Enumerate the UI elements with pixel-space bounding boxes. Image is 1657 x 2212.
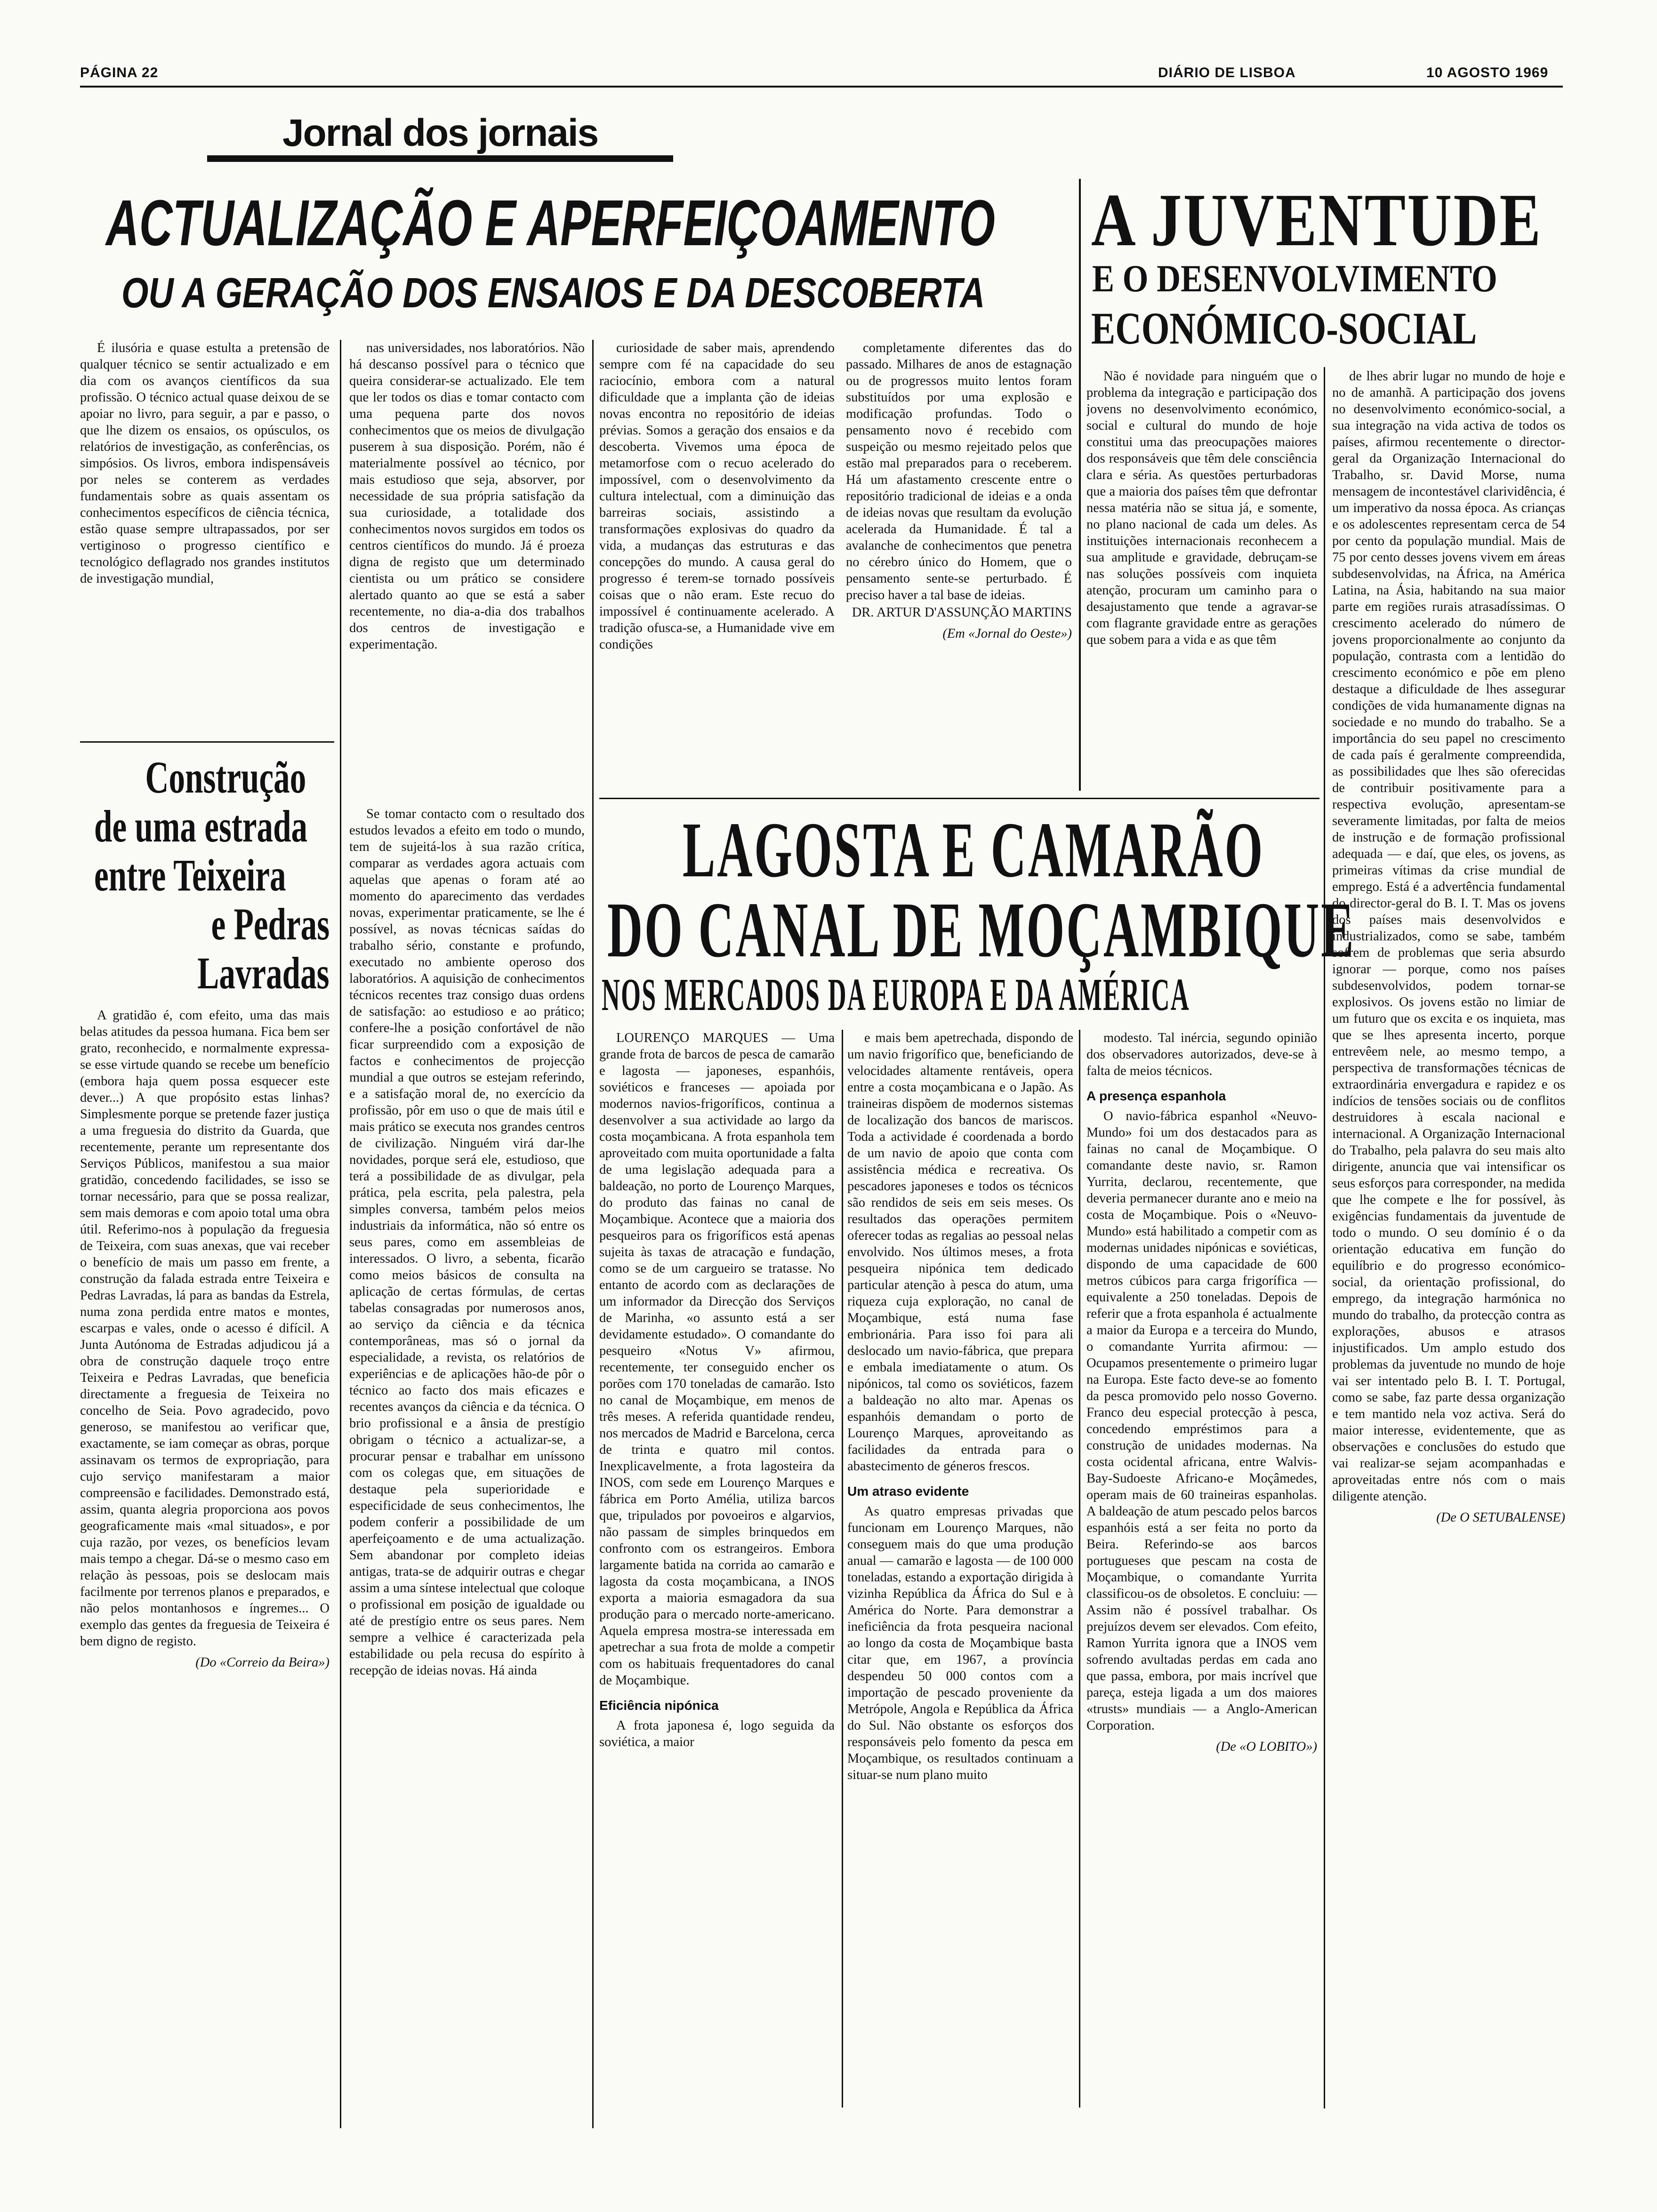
title-line: Construção [145,752,306,802]
article-column [846,340,1072,792]
article-column [349,806,585,2105]
article-column [599,340,835,792]
article-4-title: LAGOSTA E CAMARÃO [683,806,1265,894]
article-text: modesto. Tal inércia, segundo opinião dos observadores autorizados, deve-se à falta de meios técnicos. [1086,1031,1317,1078]
title-line: e Pedras [211,899,330,949]
article-column [80,1007,330,2104]
newspaper-name: DIÁRIO DE LISBOA [1158,65,1296,80]
article-column [1086,1030,1317,2108]
article-title: ACTUALIZAÇÃO E APERFEIÇOAMENTO [106,187,995,259]
column-divider [1324,367,1325,2108]
article-signature: DR. ARTUR D'ASSUNÇÃO MARTINS [852,605,1072,620]
article-divider [80,741,334,743]
section-title-rule [207,155,673,162]
article-4-title-line3: NOS MERCADOS DA EUROPA E DA AMÉRICA [602,970,1190,1020]
article-text: As quatro empresas privadas que funcionam em Lourenço Marques, não conseguem mais do que uma produção anual — camarão e lagosta — de 100 000 toneladas, estando a exportação dirigida à vizinha República da África do Sul e à América do Norte. Para demonstrar a ineficiência da frota pesqueira nacional ao longo da costa de Moçambique basta citar que, em 1967, a província despendeu 50 000 contos com a importação de pescado proveniente da Metrópole, Angola e República da África do Sul. Não obstante os esforços dos responsáveis pelo fomento da pesca em Moçambique, os resultados continuam a situar-se num plano muito [847,1504,1073,1782]
article-subheading: A presença espanhola [1086,1089,1226,1103]
page-number: PÁGINA 22 [80,65,159,80]
article-credit: (Do «Correio da Beira») [195,1655,330,1670]
article-subtitle: OU A GERAÇÃO DOS ENSAIOS E DA DESCOBERTA [121,270,985,317]
article-text: Não é novidade para ninguém que o problema da integração e participação dos jovens no desenvolvimento económico, social e cultural do mundo de hoje constitui uma das preocupações maiores dos responsáveis que têm dele consciência clara e séria. As questões perturbadoras que a maioria dos países têm que defrontar nessa matéria não se situa já, e somente, no plano nacional de cada um deles. As instituições internacionais reconhecem a sua amplitude e gravidade, debruçam-se nas soluções possíveis com inquieta atenção, procuram um caminho para o desajustamento que tende a agravar-se com flagrante gravidade entre as gerações que sobem para a vida e as que têm [1086,369,1317,647]
article-text: É ilusória e quase estulta a pretensão de qualquer técnico se sentir actualizado e em dia com os avanços científicos da sua profissão. O técnico actual quase deixou de se apoiar no livro, para seguir, a par e passo, o que lhe dizem os ensaios, os opúsculos, os relatórios de investigação, as conferências, os simpósios. Os livros, embora indispensáveis por neles se conterem as verdades fundamentais sobre as quais assentam os conhecimentos específicos de ciência técnica, estão quase sempre ultrapassados, por ser vertiginoso o progresso científico e tecnológico deflagrado nos grandes institutos de investigação mundial, [80,341,330,586]
section-title: Jornal dos jornais [282,112,598,154]
title-line: de uma estrada [94,801,308,851]
article-column [349,340,585,806]
article-subheading: Um atraso evidente [847,1484,969,1499]
column-divider [1079,1030,1080,2108]
article-3-title-line3: ECONÓMICO-SOCIAL [1091,303,1477,353]
header-rule [80,86,1563,88]
title-line: Lavradas [197,948,330,998]
article-column [1332,368,1565,2109]
article-text: de lhes abrir lugar no mundo de hoje e no de amanhã. A participação dos jovens no desenvolvimento económico-social, a sua integração na vida activa de todos os países, afirmou recentemente o director-geral da Organização Internacional do Trabalho, sr. David Morse, numa mensagem de incontestável clarividência, é um imperativo da nossa época. As crianças e os adolescentes representam cerca de 54 por cento da população mundial. Mais de 75 por cento desses jovens vivem em áreas subdesenvolvidas, na África, na América Latina, na Ásia, habitando na sua maior parte em regiões rurais atrasadíssimas. O crescimento acelerado do número de jovens proporcionalmente ao conjunto da população, contrasta com a lentidão do crescimento económico e põe em pleno destaque a dificuldade de lhes assegurar condições de vida humanamente dignas na sociedade e no mundo do trabalho. Se a importância do seu papel no crescimento de cada país é geralmente compreendida, as possibilidades que lhes são oferecidas de contribuir positivamente para a respectiva evolução, apresentam-se severamente limitadas, por falta de meios de instrução e de formação profissional adequada — e daí, que eles, os jovens, as primeiras vítimas da crise mundial de emprego. Está é a advertência fundamental do director-geral do B. I. T. Mas os jovens dos países mais desenvolvidos e industrializados, como se sabe, também sofrem de problemas que seria absurdo ignorar — porque, como nos países subdesenvolvidos, podem tornar-se explosivos. Os jovens estão no limiar de um futuro que os excita e os inquieta, mas que se lhes apresenta incerto, porque entrevêem nele, ao mesmo tempo, a perspectiva de transformações técnicas de extraordinária envergadura e rapidez e os indícios de tensões sociais ou de conflitos destruidores à escala nacional e internacional. A Organização Internacional do Trabalho, pela palavra do seu mais alto dirigente, anuncia que vai intensificar os seus esforços para corresponder, na medida que lhe compete e lhe for possível, às exigências fundamentais da juventude de todo o mundo. O seu domínio é o da orientação educativa em função do equilíbrio e do progresso económico-social, da orientação profissional, do emprego, da integração harmónica no mundo do trabalho, da protecção contra as explorações, abusos e atrasos injustificados. Um amplo estudo dos problemas da juventude no mundo de hoje vai ser intentado pelo B. I. T. Portugal, como se sabe, faz parte dessa organização e tem mantido nela voz activa. Será do maior interesse, evidentemente, que as observações e conclusões do estudo que vai realizar-se sejam acompanhadas e aproveitadas entre nós com o mais diligente atenção. [1332,369,1565,1504]
article-text: nas universidades, nos laboratórios. Não há descanso possível para o técnico que queira considerar-se actualizado. Ele tem que ler todos os dias e tomar contacto com uma pequena parte dos novos conhecimentos que os meios de divulgação puserem à sua disposição. Porém, não é materialmente possível ao técnico, por mais estudioso que seja, absorver, por necessidade de sua própria satisfação da sua curiosidade, a totalidade dos conhecimentos novos surgidos em todos os centros científicos do mundo. Já é proeza digna de registo que um determinado cientista ou um prático se considere alertado quanto ao que se está a saber recentemente, no dia-a-dia dos trabalhos dos centros de investigação e experimentação. [349,341,585,652]
article-credit: (De «O LOBITO») [1216,1739,1317,1754]
column-divider [592,340,594,2128]
article-4-title-line2: DO CANAL DE MOÇAMBIQUE [607,886,1356,974]
article-3-title-line2: E O DESENVOLVIMENTO [1092,257,1497,300]
issue-date: 10 AGOSTO 1969 [1426,65,1549,80]
article-text: completamente diferentes das do passado. Milhares de anos de estagnação ou de progressos muito lentos foram substituídos por uma explosão e modificação profundas. Todo o pensamento novo é recebido com suspeição ou mesmo rejeitado pelos que estão mal preparados para o receberem. Há um afastamento crescente entre o repositório tradicional de ideias e a onda de ideias novas que resultam da evolução acelerada da Humanidade. É tal a avalanche de conhecimentos que penetra no cérebro único do Homem, que o pensamento sente-se perturbado. É preciso haver a tal base de ideias. [846,341,1072,602]
article-text: O navio-fábrica espanhol «Neuvo-Mundo» foi um dos destacados para as fainas no canal de Moçambique. O comandante deste navio, sr. Ramon Yurrita, declarou, recentemente, que deveria permanecer durante ano e meio na costa de Moçambique. Pois o «Neuvo-Mundo» está habilitado a competir com as modernas unidades nipónicas e soviéticas, dispondo de uma capacidade de 600 metros cúbicos para carga frigorífica — equivalente a 250 toneladas. Depois de referir que a frota espanhola é actualmente a maior da Europa e a terceira do Mundo, o comandante Yurrita afirmou: —Ocupamos presentemente o primeiro lugar na Europa. Este facto deve-se ao fomento da pesca promovido pelo nosso Governo. Franco deu especial protecção à pesca, concedendo empréstimos para a construção de unidades modernas. Na costa ocidental africana, entre Walvis-Bay-Sudoeste Africano-e Moçâmedes, operam mais de 60 traineiras espanholas. A baldeação de atum pescado pelos barcos espanhóis está a ser feita no porto da Beira. Referindo-se aos barcos portugueses que pescam na costa de Moçambique, o comandante Yurrita classificou-os de obsoletos. E concluiu: — Assim não é possível trabalhar. Os prejuízos devem ser elevados. Com efeito, Ramon Yurrita ignora que a INOS vem sofrendo avultadas perdas em cada ano que passa, embora, por mais incrível que pareça, esteja ligada a um dos maiores «trusts» mundiais — a Anglo-American Corporation. [1086,1109,1317,1733]
article-3-title: A JUVENTUDE [1091,178,1543,262]
column-divider [842,1030,843,2108]
article-credit: (Em «Jornal do Oeste») [942,626,1072,641]
article-text: Se tomar contacto com o resultado dos estudos levados a efeito em todo o mundo, tem de sujeitá-los à sua razão crítica, comparar as verdades agora actuais com aquelas que apenas o foram até ao momento do aparecimento das verdades novas, experimentar praticamente, se lhe é possível, as novas técnicas saídas do trabalho sério, constante e profundo, executado no ambiente operoso dos laboratórios. A aquisição de conhecimentos técnicos recentes traz consigo duas ordens de satisfação: ao estudioso e ao prático; confere-lhe a posição confortável de não ficar surpreendido com a exposição de factos e conhecimentos de projecção mundial a que outros se estejam referindo, e a satisfação moral de, no exercício da profissão, pôr em uso o que de mais útil e mais prático se executa nos grandes centros de civilização. Ninguém virá dar-lhe novidades, porque será ele, estudioso, que terá a possibilidade de as divulgar, pela prática, pela escrita, pela palestra, pela simples conversa, também pelos meios industriais da informática, não só entre os seus pares, como em assembleias de interessados. O livro, a sebenta, ficarão como meios básicos de consulta na aplicação de certas fórmulas, de certas tabelas consagradas por numerosos anos, ao serviço da ciência e da técnica contemporâneas, mas só o jornal da especialidade, a revista, os relatórios de experiências e de aplicações hão-de pôr o técnico ao facto dos mais eficazes e recentes avanços da ciência e da técnica. O brio profissional e a ânsia de prestígio obrigam o técnico a actualizar-se, a procurar pensar e trabalhar em uníssono com os colegas que, em situações de destaque pela superioridade e especificidade de seus conhecimentos, lhe podem conferir a possibilidade de um aperfeiçoamento e de uma actualização. Sem abandonar por completo ideias antigas, trata-se de adquirir outras e chegar assim a uma síntese intelectual que coloque o profissional em posição de igualdade ou até de prestígio entre os seus pares. Nem sempre a velhice é caracterizada pela estabilidade ou pela recusa do espírito à recepção de ideias novas. Há ainda [349,807,585,1678]
article-column [847,1030,1073,2108]
article-credit: (De O SETUBALENSE) [1436,1510,1565,1525]
article-text: A gratidão é, com efeito, uma das mais belas atitudes da pessoa humana. Fica bem ser grato, reconhecido, e normalmente expressa-se esse virtude quando se recebe um benefício (embora haja quem possa esquecer este dever...) A que propósito estas linhas? Simplesmente porque se pretende fazer justiça a uma freguesia do distrito da Guarda, que recentemente, perante um representante dos Serviços Públicos, manifestou a sua maior gratidão, concedendo facilidades, se isso se tornar necessário, para que se possa realizar, sem mais demoras e com apoio total uma obra útil. Referimo-nos à população da freguesia de Teixeira, com suas anexas, que vai receber o benefício de mais um passo em frente, a construção da falada estrada entre Teixeira e Pedras Lavradas, lá para as bandas da Estrela, numa zona perdida entre matos e montes, escarpas e vales, onde o acesso é difícil. A Junta Autónoma de Estradas adjudicou já a obra de construção daquele troço entre Teixeira e Pedras Lavradas, que beneficia directamente a freguesia de Teixeira no concelho de Seia. Povo agradecido, povo generoso, se manifestou ao verificar que, exactamente, se iam começar as obras, porque assinavam os termos de expropriação, para cujo serviço manifestaram a maior compreensão e facilidades. Demonstrado está, assim, quanta alegria proporciona aos povos geograficamente mais «mal situados», e por cuja razão, por vezes, os benefícios levam mais tempo a chegar. Dá-se o mesmo caso em relação às pessoas, pois se deslocam mais facilmente por terrenos planos e preparados, e não pelos montanhosos e íngremes... O exemplo das gentes da freguesia de Teixeira é bem digno de registo. [80,1008,330,1649]
article-column [599,1030,835,2108]
article-text: e mais bem apetrechada, dispondo de um navio frigorífico que, beneficiando de velocidades altamente rentáveis, opera entre a costa moçambicana e o Japão. As traineiras dispõem de modernos sistemas de localização dos bancos de mariscos. Toda a actividade é coordenada a bordo de um navio de apoio que conta com assistência médica e recreativa. Os pescadores japoneses e todos os técnicos são rendidos de seis em seis meses. Os resultados das operações permitem oferecer todas as regalias ao pessoal nelas envolvido. Nos últimos meses, a frota pesqueira nipónica tem dedicado particular atenção à pesca do atum, uma riqueza cuja exploração, no canal de Moçambique, está numa fase embrionária. Para isso foi para ali deslocado um navio-fábrica, que prepara e embala imediatamente o atum. Os nipónicos, tal como os soviéticos, fazem a baldeação no alto mar. Apenas os espanhóis demandam o porto de Lourenço Marques, aproveitando as facilidades da entrada para o abastecimento de géneros frescos. [847,1031,1073,1474]
article-text: curiosidade de saber mais, aprendendo sempre com fé na capacidade do seu raciocínio, embora com a natural dificuldade que a implanta ção de ideias novas encontra no repositório de ideias prévias. Somos a geração dos ensaios e da descoberta. Vivemos uma época de metamorfose com o recuo acelerado do impossível, com o desenvolvimento da cultura intelectual, com a diminuição das barreiras sociais, assistindo a transformações explosivas do quadro da vida, a mudanças das estruturas e das concepções do mundo. A causa geral do progresso é terem-se tornado possíveis coisas que o não eram. Este recuo do impossível é continuamente acelerado. A tradição ofusca-se, a Humanidade vive em condições [599,341,835,652]
article-text: LOURENÇO MARQUES — Uma grande frota de barcos de pesca de camarão e lagosta — japoneses, espanhóis, soviéticos e franceses — apoiada por modernos navios-frigoríficos, continua a desenvolver a sua actividade ao largo da costa moçambicana. A frota espanhola tem aproveitado com muita oportunidade a falta de uma legislação adequada para a baldeação, no porto de Lourenço Marques, do produto das fainas no canal de Moçambique. Acontece que a maioria dos pesqueiros para os frigoríficos está apenas sujeita às taxas de atracação e fundação, como se de um cargueiro se tratasse. No entanto de acordo com as declarações de um informador da Direcção dos Serviços de Marinha, «o assunto está a ser devidamente estudado». O comandante do pesqueiro «Notus V» afirmou, recentemente, ter conseguido encher os porões com 170 toneladas de camarão. Isto no canal de Moçambique, em menos de três meses. A referida quantidade rendeu, nos mercados de Madrid e Barcelona, cerca de trinta e quatro mil contos. Inexplicavelmente, a frota lagosteira da INOS, com sede em Lourenço Marques e fábrica em Porto Amélia, utiliza barcos que, tripulados por povoeiros e algarvios, não passam de simples brinquedos em confronto com os estrangeiros. Embora largamente batida na corrida ao camarão e lagosta da costa moçambicana, a INOS exporta a maioria esmagadora da sua produção para o mercado norte-americano. Aquela empresa mostra-se interessada em apetrechar a sua frota de molde a competir com os habituais frequentadores do canal de Moçambique. [599,1031,835,1688]
article-column [1086,368,1317,777]
title-line: entre Teixeira [94,850,286,900]
column-divider [1079,179,1081,791]
article-column [80,340,330,730]
article-2-title [80,753,334,998]
column-divider [340,340,341,2128]
article-text: A frota japonesa é, logo seguida da soviética, a maior [599,1718,835,1749]
article-divider [599,798,1319,799]
article-subheading: Eficiência nipónica [599,1698,719,1713]
